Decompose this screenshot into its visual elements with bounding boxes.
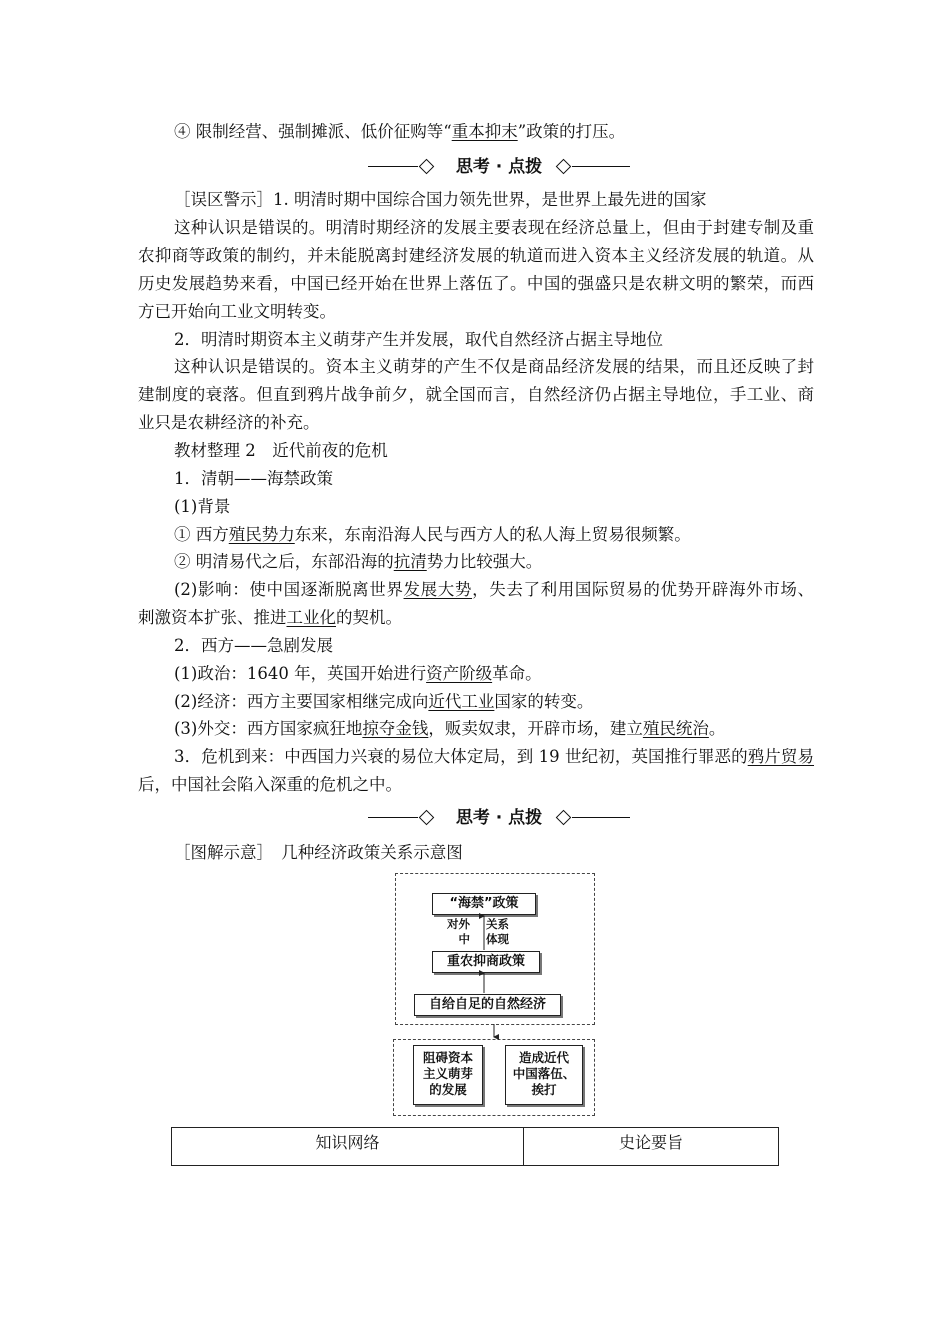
separator-title: 思考 · 点拨: [455, 157, 543, 177]
separator-title: 思考 · 点拨: [455, 808, 543, 828]
background-item-1: ① 西方殖民势力东来，东南沿海人民与西方人的私人海上贸易很频繁。: [174, 525, 691, 544]
diplomacy-item: (3)外交：西方国家疯狂地掠夺金钱，贩卖奴隶，开辟市场，建立殖民统治。: [174, 719, 726, 738]
misconception-tag: ［误区警示］: [174, 190, 273, 209]
politics-item: (1)政治：1640 年，英国开始进行资产阶级革命。: [174, 664, 542, 683]
separator-think-hint-1: [368, 155, 630, 179]
box-china-lag: 造成近代 中国落伍、 挨打: [505, 1045, 583, 1105]
paragraph-line: 历史发展趋势来看，中国已经开始在世界上落伍了。中国的强盛只是农耕文明的繁荣，而西: [138, 274, 814, 293]
section-heading: 教材整理 2 近代前夜的危机: [174, 441, 388, 460]
box-agriculture-policy: 重农抑商政策: [432, 951, 540, 973]
economy-item: (2)经济：西方主要国家相继完成向近代工业国家的转变。: [174, 692, 594, 711]
box-natural-economy: 自给自足的自然经济: [414, 994, 561, 1016]
paragraph-line: 这种认识是错误的。资本主义萌芽的产生不仅是商品经济发展的结果，而且还反映了封: [174, 357, 814, 376]
subheading-background: (1)背景: [174, 497, 231, 516]
paragraph-line: 建制度的衰落。但直到鸦片战争前夕，就全国而言，自然经济仍占据主导地位，手工业、商: [138, 385, 814, 404]
subheading-qing: 1．清朝——海禁政策: [174, 469, 333, 488]
influence-line-2: 刺激资本扩张、推进工业化的契机。: [138, 608, 402, 627]
separator-think-hint-2: [368, 806, 630, 830]
table-header-knowledge-network: 知识网络: [172, 1128, 524, 1166]
subheading-west: 2．西方——急剧发展: [174, 636, 333, 655]
misconception-item1-title: ［误区警示］1. 明清时期中国综合国力领先世界，是世界上最先进的国家: [174, 190, 707, 209]
table-row: [172, 1128, 779, 1166]
paragraph-line: 方已开始向工业文明转变。: [138, 302, 336, 321]
box-sea-ban-policy: “海禁”政策: [432, 893, 536, 915]
paragraph-line: 农抑商等政策的制约，并未能脱离封建经济发展的轨道而进入资本主义经济发展的轨道。从: [138, 246, 814, 265]
crisis-line-1: 3．危机到来：中西国力兴衰的易位大体定局，到 19 世纪初，英国推行罪恶的鸦片贸易: [174, 747, 815, 766]
table-header-history-essentials: 史论要旨: [524, 1128, 779, 1166]
background-item-2: ② 明清易代之后，东部沿海的抗清势力比较强大。: [174, 552, 543, 571]
intro-item-text-end: ”政策的打压。: [517, 122, 626, 141]
paragraph-line: 业只是农耕经济的补充。: [138, 413, 320, 432]
diagram-caption: ［图解示意］ 几种经济政策关系示意图: [174, 843, 463, 862]
label-external: 对外 中: [447, 917, 470, 946]
diamond-icon: [419, 159, 435, 175]
box-hinder-capitalism: 阻碍资本 主义萌芽 的发展: [413, 1045, 483, 1105]
misconception-item2-title: 2．明清时期资本主义萌芽产生并发展，取代自然经济占据主导地位: [174, 330, 663, 349]
diamond-icon: [419, 810, 435, 826]
crisis-line-2: 后，中国社会陷入深重的危机之中。: [138, 775, 402, 794]
knowledge-table: [171, 1127, 779, 1166]
intro-item-underlined: 重本抑末: [451, 122, 518, 141]
intro-item: [174, 120, 814, 144]
intro-item-text: ④ 限制经营、强制摊派、低价征购等“: [174, 122, 452, 141]
influence-line-1: (2)影响：使中国逐渐脱离世界发展大势，失去了利用国际贸易的优势开辟海外市场、: [174, 580, 815, 599]
paragraph-line: 这种认识是错误的。明清时期经济的发展主要表现在经济总量上，但由于封建专制及重: [174, 218, 814, 237]
label-relation: 关系 体现: [486, 917, 509, 946]
